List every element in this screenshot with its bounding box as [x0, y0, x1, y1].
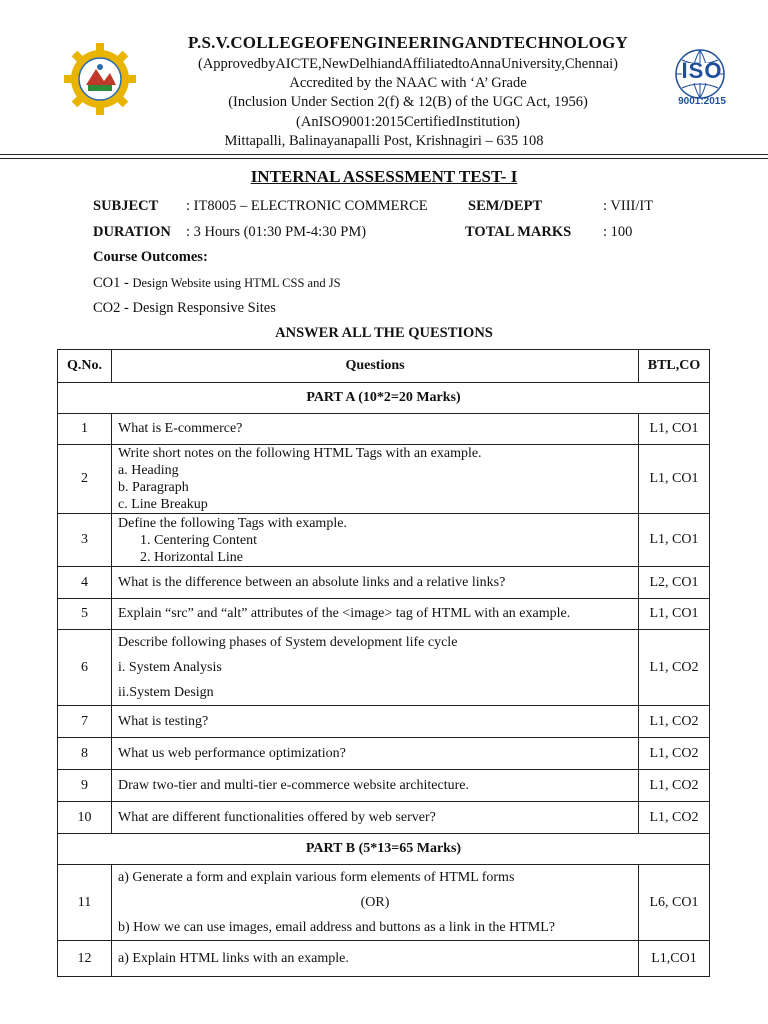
table-row — [58, 599, 710, 630]
question-number: 5 — [58, 599, 112, 630]
sem-value: : VIII/IT — [603, 198, 654, 214]
part-a-row — [58, 383, 710, 414]
header-divider-thin — [0, 158, 768, 159]
table-header-row — [58, 350, 710, 383]
btl-co: L1, CO2 — [639, 738, 710, 770]
question-number: 12 — [58, 941, 112, 977]
iso-logo-text: ISO — [681, 58, 723, 83]
part-a-heading: PART A (10*2=20 Marks) — [58, 383, 710, 414]
table-row — [58, 567, 710, 599]
question-text — [112, 865, 639, 941]
btl-co: L6, CO1 — [639, 865, 710, 941]
question-number: 9 — [58, 770, 112, 802]
iso-logo — [660, 40, 748, 112]
table-row — [58, 941, 710, 977]
btl-co: L1, CO2 — [639, 802, 710, 834]
question-line: i. System Analysis — [118, 660, 222, 675]
co1-text: Design Website using HTML CSS and JS — [132, 276, 341, 290]
question-text: Draw two-tier and multi-tier e-commerce website architecture. — [112, 770, 639, 802]
btl-co: L1, CO1 — [639, 514, 710, 567]
question-number: 6 — [58, 630, 112, 706]
question-text — [112, 445, 639, 514]
question-text: What is the difference between an absolute links and a relative links? — [112, 567, 639, 599]
btl-co: L1, CO2 — [639, 706, 710, 738]
question-number: 2 — [58, 445, 112, 514]
subject-value: : IT8005 – ELECTRONIC COMMERCE — [186, 198, 428, 214]
question-line: a. Heading — [118, 463, 179, 478]
question-text: What is E-commerce? — [112, 414, 639, 445]
btl-co: L1, CO1 — [639, 414, 710, 445]
table-row — [58, 630, 710, 706]
question-text: What are different functionalities offered by web server? — [112, 802, 639, 834]
question-number: 4 — [58, 567, 112, 599]
question-line: 1. Centering Content — [140, 532, 258, 548]
question-text: a) Explain HTML links with an example. — [112, 941, 639, 977]
table-row — [58, 865, 710, 941]
question-line: ii.System Design — [118, 685, 214, 700]
table-row — [58, 770, 710, 802]
btl-co: L1, CO1 — [639, 599, 710, 630]
or-separator: (OR) — [360, 895, 390, 910]
question-line: c. Line Breakup — [118, 497, 208, 512]
part-b-row — [58, 834, 710, 865]
table-row — [58, 738, 710, 770]
question-number: 11 — [58, 865, 112, 941]
letterhead — [0, 0, 768, 160]
question-number: 8 — [58, 738, 112, 770]
course-outcome-2: CO2 - Design Responsive Sites — [93, 300, 276, 316]
question-number: 7 — [58, 706, 112, 738]
accreditation-line: Accredited by the NAAC with ‘A’ Grade — [289, 75, 527, 91]
course-outcome-1 — [93, 275, 341, 292]
btl-co: L1, CO2 — [639, 630, 710, 706]
total-marks-value: : 100 — [603, 224, 633, 240]
approval-line: (ApprovedbyAICTE,NewDelhiandAffiliatedtoAnnaUniversity,Chennai) — [198, 56, 618, 72]
question-number: 3 — [58, 514, 112, 567]
total-marks-label: TOTAL MARKS — [465, 224, 572, 240]
subject-label: SUBJECT — [93, 198, 159, 214]
question-line: 2. Horizontal Line — [140, 549, 244, 565]
btl-co: L2, CO1 — [639, 567, 710, 599]
table-row — [58, 802, 710, 834]
question-number: 1 — [58, 414, 112, 445]
btl-co: L1, CO2 — [639, 770, 710, 802]
question-text — [112, 630, 639, 706]
question-text: Explain “src” and “alt” attributes of the <image> tag of HTML with an example. — [112, 599, 639, 630]
duration-value: : 3 Hours (01:30 PM-4:30 PM) — [186, 224, 367, 240]
answer-all-instruction: ANSWER ALL THE QUESTIONS — [275, 325, 493, 341]
college-name: P.S.V.COLLEGEOFENGINEERINGANDTECHNOLOGY — [188, 33, 628, 52]
questions-table — [57, 349, 710, 977]
question-line: a) Generate a form and explain various form elements of HTML forms — [118, 870, 515, 885]
sem-label: SEM/DEPT — [468, 198, 543, 214]
header-divider — [0, 154, 768, 155]
iso-logo-code: 9001:2015 — [678, 96, 726, 107]
question-text — [112, 514, 639, 567]
question-text: What is testing? — [112, 706, 639, 738]
co1-prefix: CO1 - — [93, 275, 133, 291]
btl-co: L1, CO1 — [639, 445, 710, 514]
table-row — [58, 514, 710, 567]
test-title: INTERNAL ASSESSMENT TEST- I — [250, 167, 518, 186]
question-line: Define the following Tags with example. — [118, 515, 347, 531]
col-header-btl-co: BTL,CO — [639, 350, 710, 383]
col-header-questions: Questions — [112, 350, 639, 383]
course-outcomes-heading: Course Outcomes: — [93, 249, 208, 265]
table-row — [58, 706, 710, 738]
table-row — [58, 445, 710, 514]
question-line: b. Paragraph — [118, 480, 189, 495]
question-text: What us web performance optimization? — [112, 738, 639, 770]
col-header-qno: Q.No. — [58, 350, 112, 383]
question-number: 10 — [58, 802, 112, 834]
duration-label: DURATION — [93, 224, 171, 240]
question-line: Describe following phases of System development life cycle — [118, 635, 458, 650]
question-line: b) How we can use images, email address and buttons as a link in the HTML? — [118, 920, 556, 935]
question-line: Write short notes on the following HTML Tags with an example. — [118, 446, 482, 461]
inclusion-line: (Inclusion Under Section 2(f) & 12(B) of the UGC Act, 1956) — [228, 94, 588, 110]
iso-certified-line: (AnISO9001:2015CertifiedInstitution) — [296, 114, 520, 130]
table-row — [58, 414, 710, 445]
part-b-heading: PART B (5*13=65 Marks) — [58, 834, 710, 865]
address-line: Mittapalli, Balinayanapalli Post, Krishnagiri – 635 108 — [224, 133, 544, 149]
btl-co: L1,CO1 — [639, 941, 710, 977]
